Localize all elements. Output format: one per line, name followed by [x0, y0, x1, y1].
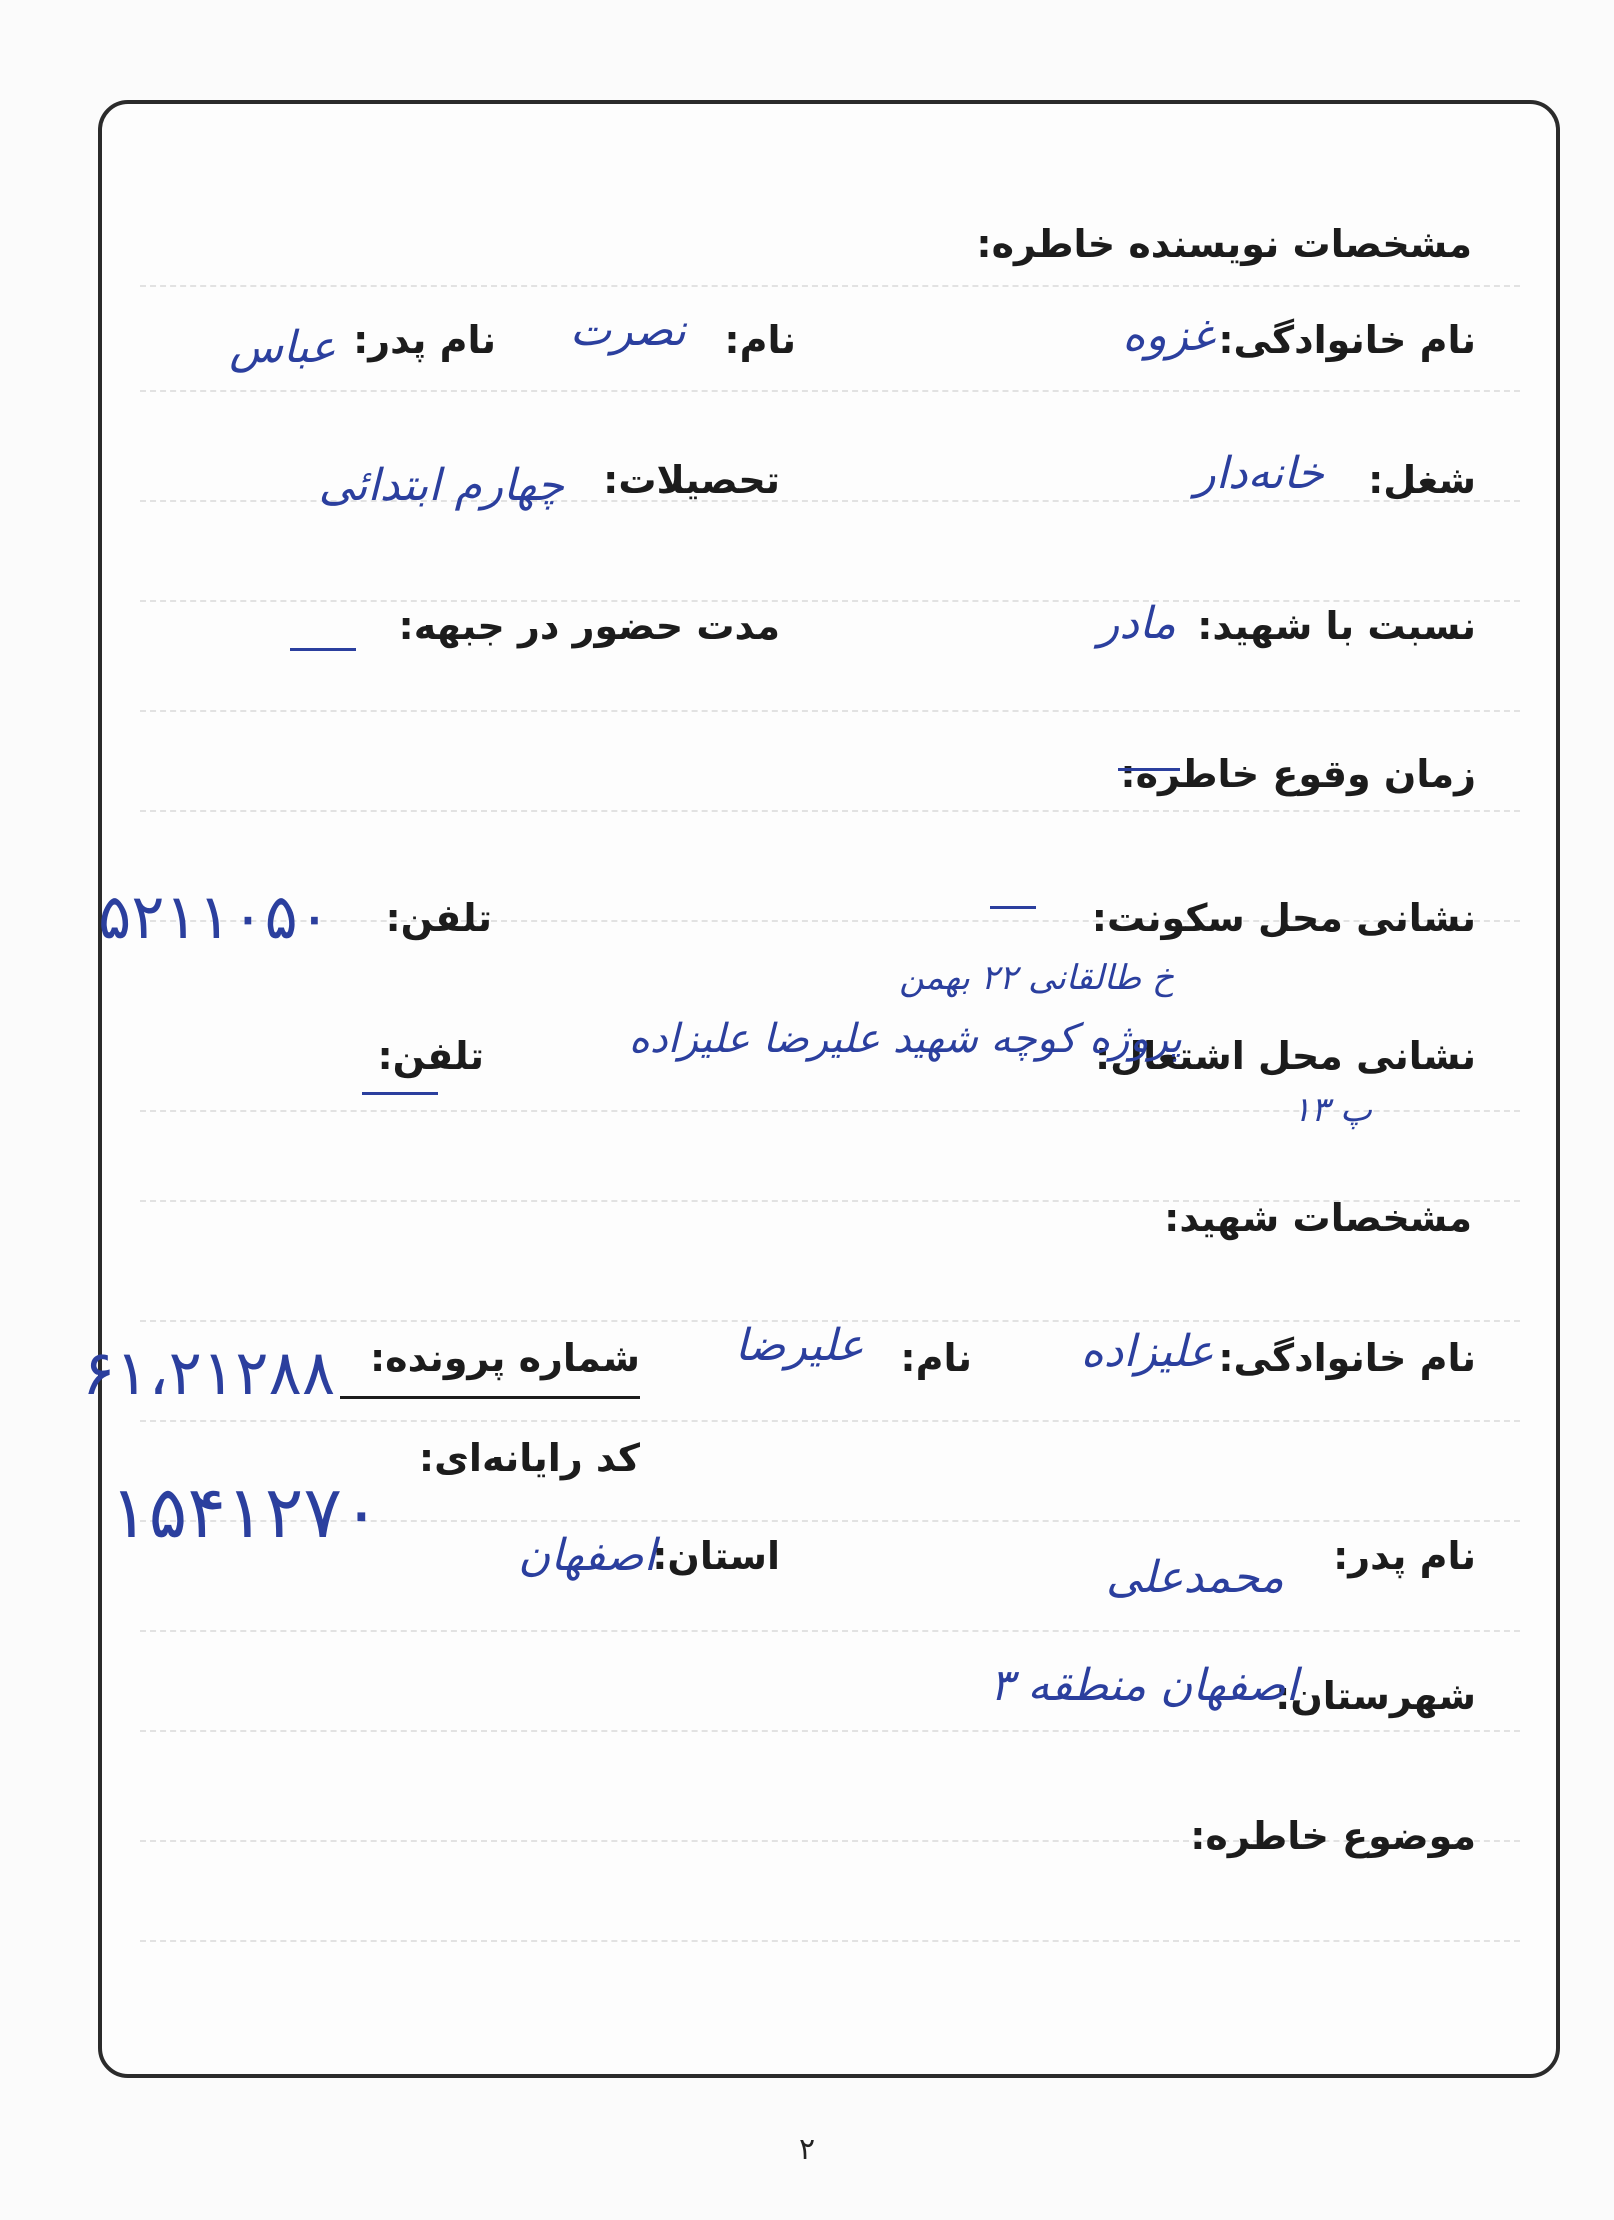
author-memory-time-label: زمان وقوع خاطره:	[1120, 752, 1476, 796]
martyr-city-value: اصفهان منطقه ۳	[989, 1660, 1298, 1711]
page-number: ۲	[798, 2132, 816, 2167]
form-frame	[98, 100, 1560, 2078]
martyr-memory-subject-label: موضوع خاطره:	[1190, 1814, 1476, 1858]
author-education-value: چهارم ابتدائی	[318, 460, 564, 511]
ruled-line	[140, 810, 1520, 812]
author-work-phone-label: تلفن:	[377, 1034, 484, 1078]
author-work-address-value: پروژه کوچه شهید علیرضا علیزاده	[628, 1016, 1182, 1062]
martyr-family-name-value: علیزاده	[1080, 1326, 1214, 1377]
martyr-computer-code-value: ۱۵۴۱۲۷۰	[110, 1470, 381, 1554]
author-front-duration-label: مدت حضور در جبهه:	[398, 604, 780, 648]
author-home-phone-label: تلفن:	[385, 896, 492, 940]
author-first-name-value: نصرت	[569, 305, 686, 356]
author-front-duration-dash	[290, 648, 356, 651]
martyr-first-name-value: علیرضا	[734, 1320, 864, 1371]
author-work-address-label: نشانی محل اشتغال:	[1094, 1034, 1476, 1078]
author-father-name-label: نام پدر:	[353, 318, 496, 362]
author-section-heading: مشخصات نویسنده خاطره:	[976, 222, 1472, 266]
author-home-address-label: نشانی محل سکونت:	[1091, 896, 1476, 940]
ruled-line	[140, 1630, 1520, 1632]
martyr-file-number-underline	[340, 1396, 640, 1399]
martyr-father-name-label: نام پدر:	[1333, 1534, 1476, 1578]
author-memory-time-dash	[1118, 768, 1180, 771]
author-home-phone-value: ۵۲۱۱۰۵۰	[98, 880, 332, 953]
author-job-value: خانه‌دار	[1194, 448, 1324, 499]
martyr-father-name-value: محمدعلی	[1106, 1552, 1284, 1603]
author-job-label: شغل:	[1368, 458, 1476, 502]
author-father-name-value: عباس	[229, 322, 336, 373]
ruled-line	[140, 710, 1520, 712]
author-family-name-label: نام خانوادگی:	[1218, 318, 1476, 362]
author-education-label: تحصیلات:	[603, 458, 780, 502]
author-relation-label: نسبت با شهید:	[1197, 604, 1476, 648]
martyr-province-value: اصفهان	[518, 1530, 656, 1581]
ruled-line	[140, 1420, 1520, 1422]
author-home-address-dash	[990, 906, 1036, 909]
author-relation-value: مادر	[1098, 598, 1176, 649]
author-work-phone-dash	[362, 1092, 438, 1095]
martyr-province-label: استان:	[652, 1534, 780, 1578]
martyr-section-heading: مشخصات شهید:	[1164, 1196, 1472, 1240]
martyr-first-name-label: نام:	[900, 1336, 972, 1380]
ruled-line	[140, 600, 1520, 602]
author-family-name-value: غزوه	[1122, 310, 1214, 361]
author-work-address-number: پ ۱۳	[1292, 1090, 1372, 1130]
martyr-city-label: شهرستان:	[1275, 1674, 1476, 1718]
martyr-file-number-value: ۶۱،۲۱۲۸۸	[82, 1336, 336, 1409]
ruled-line	[140, 1940, 1520, 1942]
martyr-computer-code-label: کد رایانه‌ای:	[418, 1436, 640, 1480]
ruled-line	[140, 1730, 1520, 1732]
ruled-line	[140, 285, 1520, 287]
author-work-address-note: خ طالقانی ۲۲ بهمن	[899, 958, 1174, 998]
author-first-name-label: نام:	[724, 318, 796, 362]
martyr-file-number-label: شماره پرونده:	[369, 1336, 640, 1380]
ruled-line	[140, 390, 1520, 392]
martyr-family-name-label: نام خانوادگی:	[1218, 1336, 1476, 1380]
